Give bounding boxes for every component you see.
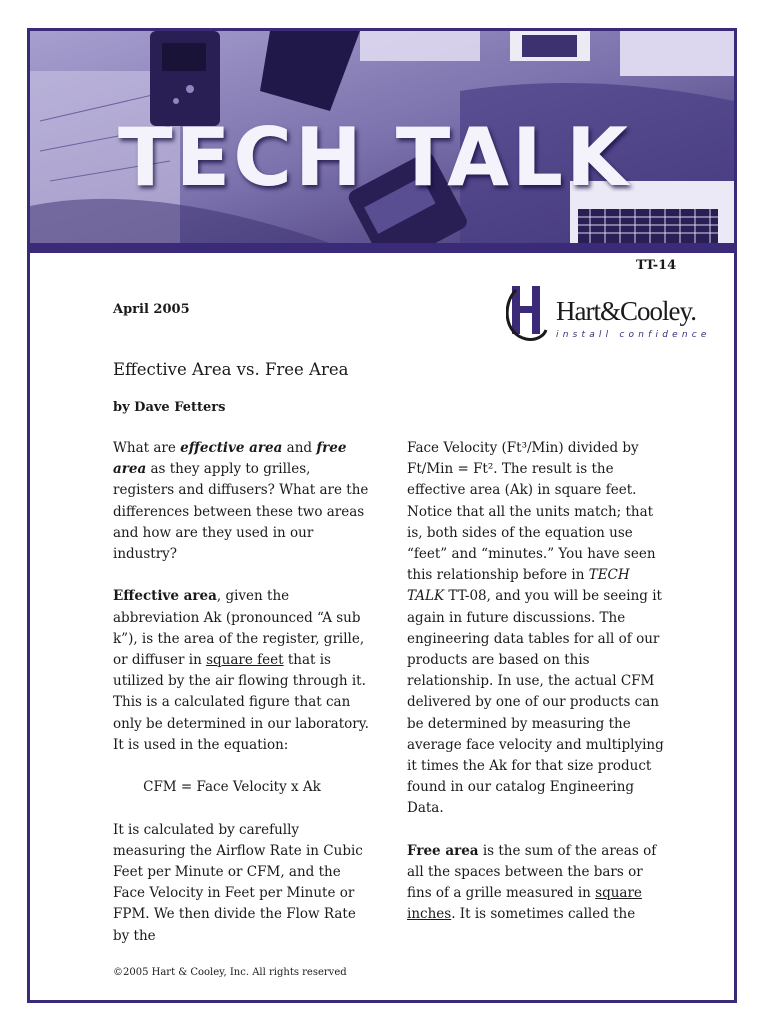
banner-image [30, 31, 734, 243]
banner-title: TECH TALK [118, 111, 631, 204]
article-column-right [407, 438, 665, 947]
paragraph-effective-area: Effective area, given the abbreviation Ak (pronounced “A sub k”), is the area of the register, grille, or diffuser in square feet that is utilized by the air flowing through it. This is a calculated figure that can only be determined in our laboratory. It is used in the equation: [113, 588, 369, 753]
copyright-footer: ©2005 Hart & Cooley, Inc. All rights reserved [113, 967, 347, 978]
logo-tagline: install confidence [556, 330, 711, 340]
document-code: TT-14 [636, 258, 677, 273]
banner-rule [30, 243, 734, 253]
publication-date: April 2005 [113, 302, 190, 317]
logo-wordmark: Hart&Cooley. [556, 296, 696, 326]
paragraph-intro: What are effective area and free area as they apply to grilles, registers and diffusers? What are the differences between these two areas and how are they used in our industry? [113, 440, 369, 563]
paragraph-units: Face Velocity (Ft³/Min) divided by Ft/Min = Ft². The result is the effective area (Ak) in square feet. Notice that all the units match; that is, both sides of the equation use “feet” and “minutes.” You have seen this relationship before in TECH TALK TT-08, and you will be seeing it again in future discussions. The engineering data tables for all of our products are based on this relationship. In use, the actual CFM delivered by one of our products can be determined by measuring the average face velocity and multiplying it times the Ak for that size product found in our catalog Engineering Data. [407, 440, 664, 817]
article-byline: by Dave Fetters [113, 400, 226, 415]
hc-monogram-icon [506, 284, 552, 344]
equation: CFM = Face Velocity x Ak [143, 779, 321, 796]
hart-cooley-logo [506, 284, 721, 346]
article-column-left [113, 438, 371, 968]
paragraph-free-area: Free area is the sum of the areas of all the spaces between the bars or fins of a grille measured in square inches. It is sometimes called the [407, 842, 657, 923]
paragraph-calculation: It is calculated by carefully measuring the Airflow Rate in Cubic Feet per Minute or CFM, and the Face Velocity in Feet per Minute or FPM. We then divide the Flow Rate by the [113, 821, 363, 944]
article-headline: Effective Area vs. Free Area [113, 360, 349, 379]
